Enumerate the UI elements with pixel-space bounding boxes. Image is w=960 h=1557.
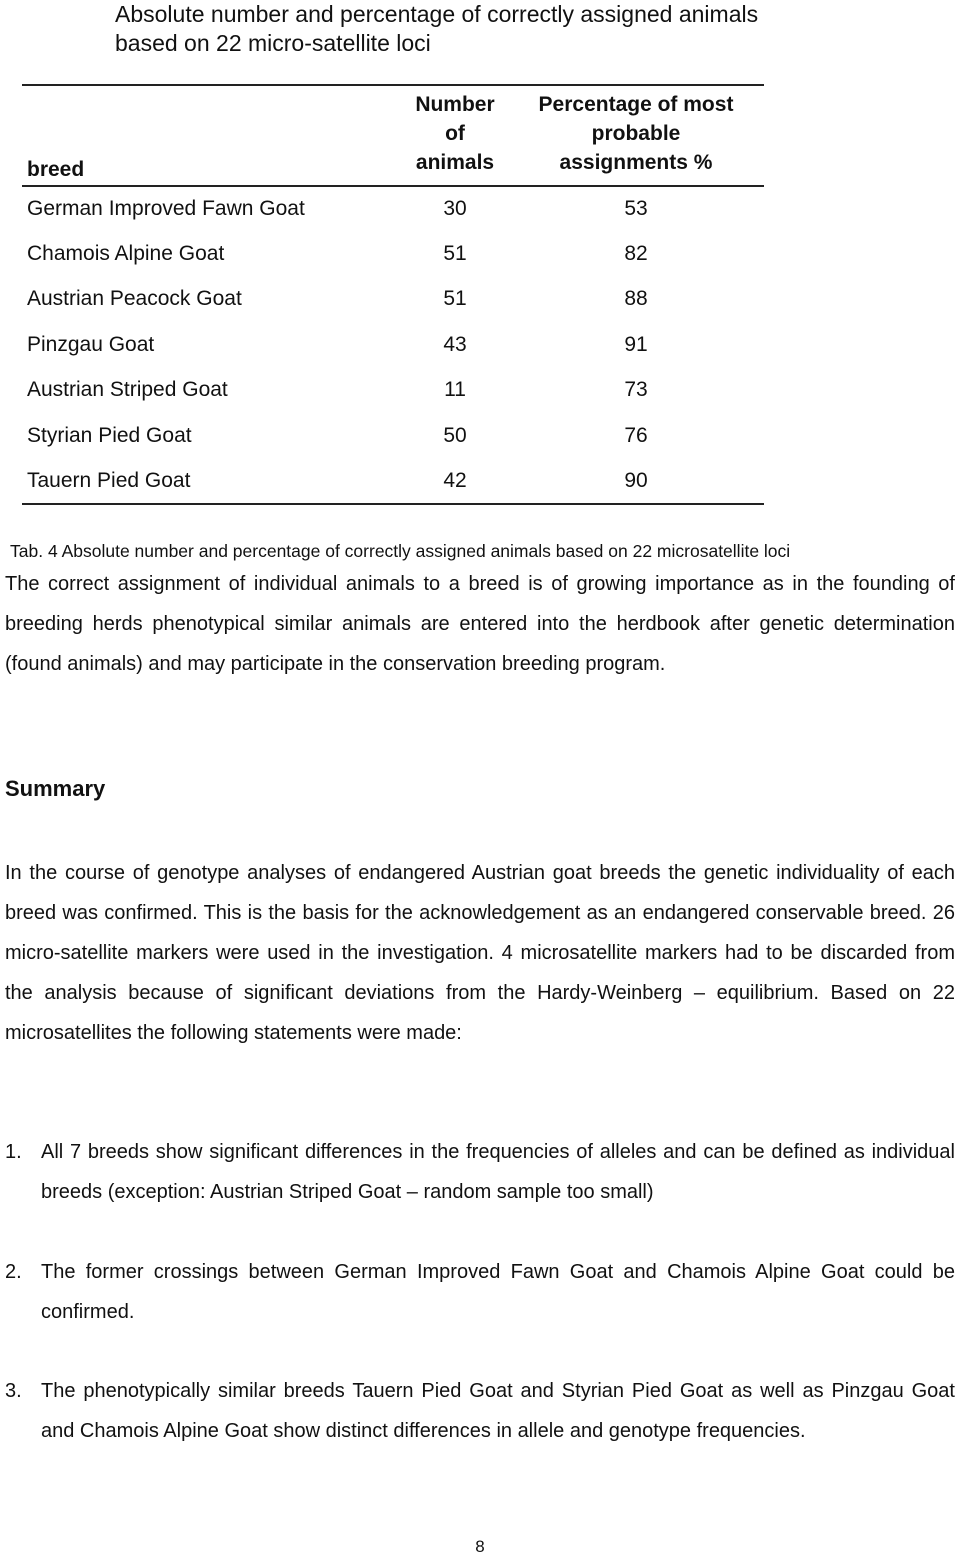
cell-number: 30	[443, 197, 467, 221]
table-title: Absolute number and percentage of correctly assigned animals based on 22 micro-satellite loci	[115, 1, 759, 56]
list-item-number: 1.	[5, 1141, 22, 1163]
assignment-table	[22, 84, 764, 505]
table-row	[22, 322, 764, 367]
cell-percentage: 91	[624, 332, 648, 356]
cell-number: 11	[444, 378, 466, 402]
list-item-number: 3.	[5, 1380, 22, 1402]
summary-heading: Summary	[5, 776, 106, 801]
cell-number: 43	[443, 332, 467, 356]
cell-number: 51	[443, 242, 467, 266]
list-item-text: The former crossings between German Improved Fawn Goat and Chamois Alpine Goat could be confirmed.	[41, 1261, 955, 1323]
cell-percentage: 76	[624, 423, 648, 447]
table-row	[22, 458, 764, 503]
list-item	[5, 1132, 955, 1212]
cell-breed: Tauern Pied Goat	[27, 468, 191, 492]
cell-percentage: 82	[624, 242, 648, 266]
table-header-row	[22, 85, 764, 186]
cell-breed: Styrian Pied Goat	[27, 423, 192, 447]
list-item-text: The phenotypically similar breeds Tauern Pied Goat and Styrian Pied Goat as well as Pinzgau Goat and Chamois Alpine Goat show distinct differences in allele and genotype frequencies.	[41, 1380, 955, 1442]
cell-number: 51	[443, 287, 467, 311]
summary-paragraph: In the course of genotype analyses of endangered Austrian goat breeds the genetic individuality of each breed was confirmed. This is the basis for the acknowledgement as an endangered conservable breed. 26 micro-satellite markers were used in the investigation. 4 microsatellite markers had to be discarded from the analysis because of significant deviations from the Hardy-Weinberg – equilibrium. Based on 22 microsatellites the following statements were made:	[5, 862, 955, 1044]
list-item-number: 2.	[5, 1261, 22, 1283]
cell-percentage: 90	[624, 468, 648, 492]
table-row	[22, 413, 764, 458]
cell-number: 50	[443, 423, 467, 447]
table-row	[22, 186, 764, 231]
header-number-of-animals: Number of animals	[415, 93, 495, 174]
cell-breed: Chamois Alpine Goat	[27, 242, 225, 266]
intro-paragraph: The correct assignment of individual animals to a breed is of growing importance as in the founding of breeding herds phenotypical similar animals are entered into the herdbook after genetic determination (found animals) and may participate in the conservation breeding program.	[5, 573, 955, 675]
cell-breed: Austrian Striped Goat	[27, 378, 228, 402]
cell-breed: Austrian Peacock Goat	[27, 287, 242, 311]
cell-breed: Pinzgau Goat	[27, 332, 155, 356]
cell-percentage: 73	[624, 378, 648, 402]
table-caption: Tab. 4 Absolute number and percentage of correctly assigned animals based on 22 microsatellite loci	[10, 541, 791, 561]
table-row	[22, 277, 764, 322]
cell-percentage: 88	[624, 287, 648, 311]
list-item	[5, 1371, 955, 1451]
cell-breed: German Improved Fawn Goat	[27, 197, 305, 221]
table-row	[22, 231, 764, 276]
cell-percentage: 53	[624, 197, 648, 221]
table-row	[22, 368, 764, 413]
header-breed: breed	[27, 158, 85, 181]
page-number: 8	[475, 1537, 485, 1556]
header-percentage: Percentage of most probable assignments %	[538, 93, 734, 174]
list-item-text: All 7 breeds show significant differences in the frequencies of alleles and can be defined as individual breeds (exception: Austrian Striped Goat – random sample too small)	[41, 1141, 955, 1203]
cell-number: 42	[443, 468, 467, 492]
list-item	[5, 1252, 955, 1332]
